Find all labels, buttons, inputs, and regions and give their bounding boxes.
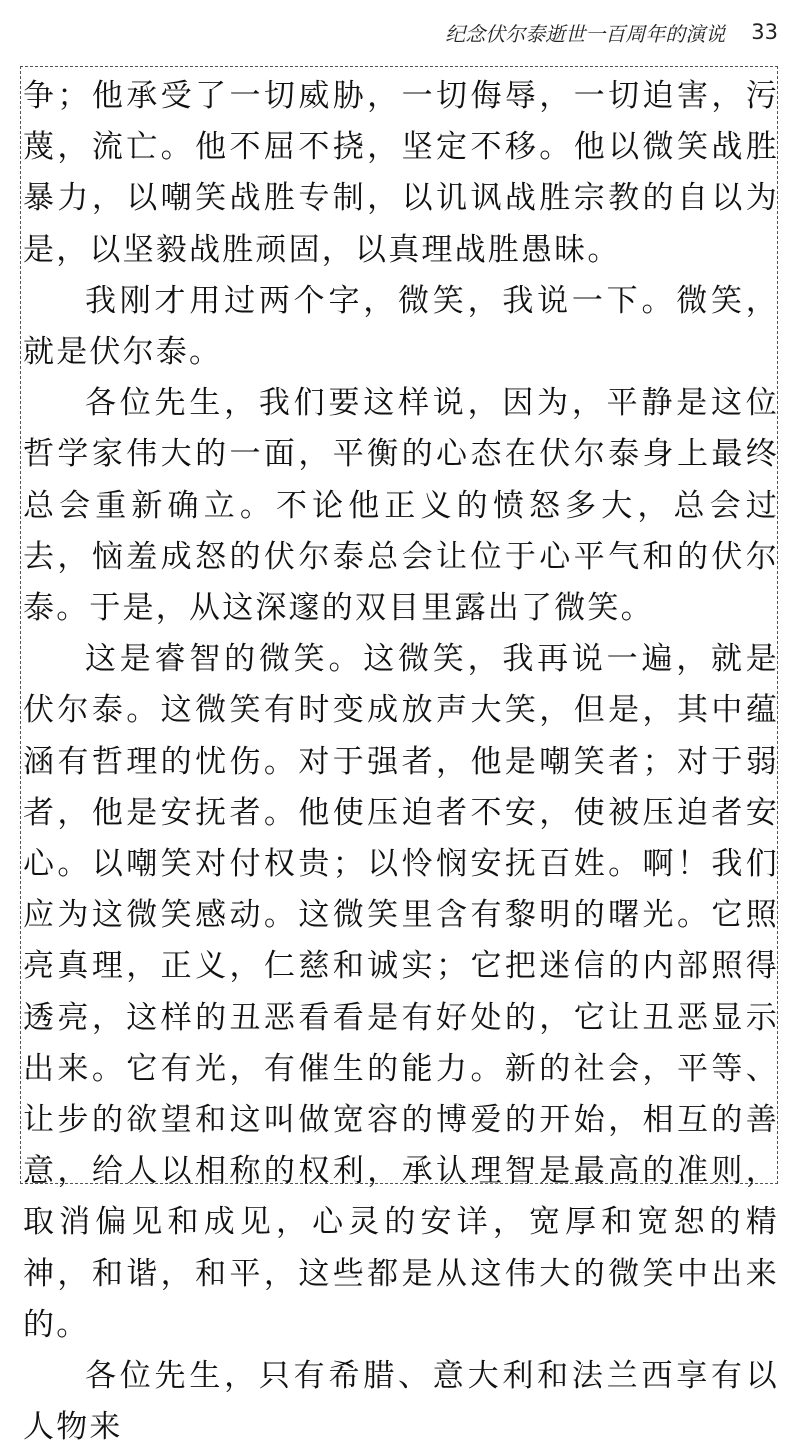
paragraph-continuation: 争；他承受了一切威胁，一切侮辱，一切迫害，污蔑，流亡。他不屈不挠，坚定不移。他以微笑战胜暴力，以嘲笑战胜专制，以讥讽战胜宗教的自以为是，以坚毅战胜顽固，以真理战胜愚昧。 [23,78,779,268]
running-title: 纪念伏尔泰逝世一百周年的演说 [445,21,726,46]
paragraph: 各位先生，我们要这样说，因为，平静是这位哲学家伟大的一面，平衡的心态在伏尔泰身上最终总会重新确立。不论他正义的愤怒多大，总会过去，恼羞成怒的伏尔泰总会让位于心平气和的伏尔泰。于是，从这深邃的双目里露出了微笑。 [23,385,779,627]
text-frame [20,66,779,1446]
paragraph: 各位先生，只有希腊、意大利和法兰西享有以人物来 [23,1358,779,1446]
paragraph: 这是睿智的微笑。这微笑，我再说一遍，就是伏尔泰。这微笑有时变成放声大笑，但是，其中蕴涵有哲理的忧伤。对于强者，他是嘲笑者；对于弱者，他是安抚者。他使压迫者不安，使被压迫者安心。以嘲笑对付权贵；以怜悯安抚百姓。啊！我们应为这微笑感动。这微笑里含有黎明的曙光。它照亮真理，正义，仁慈和诚实；它把迷信的内部照得透亮，这样的丑恶看看是有好处的，它让丑恶显示出来。它有光，有催生的能力。新的社会，平等、让步的欲望和这叫做宽容的博爱的开始，相互的善意，给人以相称的权利，承认理智是最高的准则，取消偏见和成见，心灵的安详，宽厚和宽恕的精神，和谐，和平，这些都是从这伟大的微笑中出来的。 [23,641,779,1343]
paragraph: 我刚才用过两个字，微笑，我说一下。微笑，就是伏尔泰。 [23,282,779,371]
running-header [445,10,778,54]
body-text [23,71,779,1453]
page-number: 33 [751,20,778,44]
